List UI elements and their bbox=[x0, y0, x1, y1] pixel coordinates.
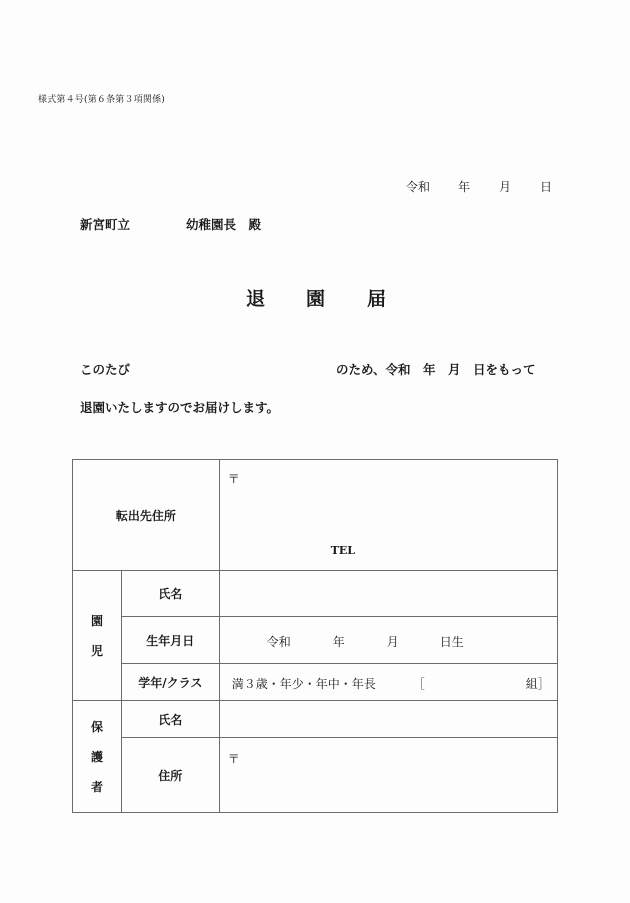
date-day-label: 日 bbox=[540, 180, 553, 194]
guardian-name-label: 氏名 bbox=[121, 701, 219, 738]
birth-year-label: 年 bbox=[332, 635, 345, 649]
birth-era: 令和 bbox=[266, 635, 291, 649]
guardian-name-row bbox=[73, 701, 558, 738]
date-era: 令和 bbox=[406, 180, 431, 194]
withdrawal-form-table bbox=[72, 459, 558, 813]
body-line2: 退園いたしますのでお届けします。 bbox=[80, 400, 280, 415]
guardian-name-field[interactable] bbox=[219, 701, 557, 738]
child-group-label: 園 児 bbox=[73, 571, 122, 701]
guardian-group-label: 保 護 者 bbox=[73, 701, 122, 813]
guardian-address-field[interactable] bbox=[219, 738, 557, 813]
addressee-principal: 幼稚園長 殿 bbox=[186, 217, 262, 232]
form-number: 様式第４号(第６条第３項関係) bbox=[38, 95, 166, 105]
class-open-bracket: ［ bbox=[412, 677, 425, 691]
title-char-2: 園 bbox=[306, 288, 326, 310]
guardian-postal-mark: 〒 bbox=[227, 752, 240, 766]
date-year-label: 年 bbox=[458, 180, 471, 194]
birth-day-label: 日生 bbox=[439, 635, 464, 649]
child-birth-row bbox=[73, 617, 558, 664]
title-char-1: 退 bbox=[246, 288, 266, 310]
move-address-label: 転出先住所 bbox=[73, 460, 220, 571]
child-class-field[interactable] bbox=[219, 664, 557, 701]
addressee-town: 新宮町立 bbox=[80, 217, 131, 232]
child-birth-label: 生年月日 bbox=[121, 617, 219, 664]
class-close-bracket: 組］ bbox=[525, 677, 550, 691]
child-name-row bbox=[73, 571, 558, 617]
guardian-address-row bbox=[73, 738, 558, 813]
body-line1-end: のため、令和 年 月 日をもって bbox=[336, 362, 536, 377]
child-class-row bbox=[73, 664, 558, 701]
title-char-3: 届 bbox=[367, 288, 387, 310]
child-class-label: 学年/クラス bbox=[121, 664, 219, 701]
grade-options: 満３歳・年少・年中・年長 bbox=[231, 677, 376, 691]
child-name-field[interactable] bbox=[219, 571, 557, 617]
move-address-field[interactable] bbox=[219, 460, 557, 571]
move-address-row bbox=[73, 460, 558, 571]
child-birth-field[interactable] bbox=[219, 617, 557, 664]
child-name-label: 氏名 bbox=[121, 571, 219, 617]
date-month-label: 月 bbox=[499, 180, 512, 194]
birth-month-label: 月 bbox=[386, 635, 399, 649]
guardian-address-label: 住所 bbox=[121, 738, 219, 813]
tel-label: TEL bbox=[330, 544, 356, 557]
postal-mark: 〒 bbox=[227, 472, 240, 486]
body-line1-start: このたび bbox=[80, 362, 131, 377]
